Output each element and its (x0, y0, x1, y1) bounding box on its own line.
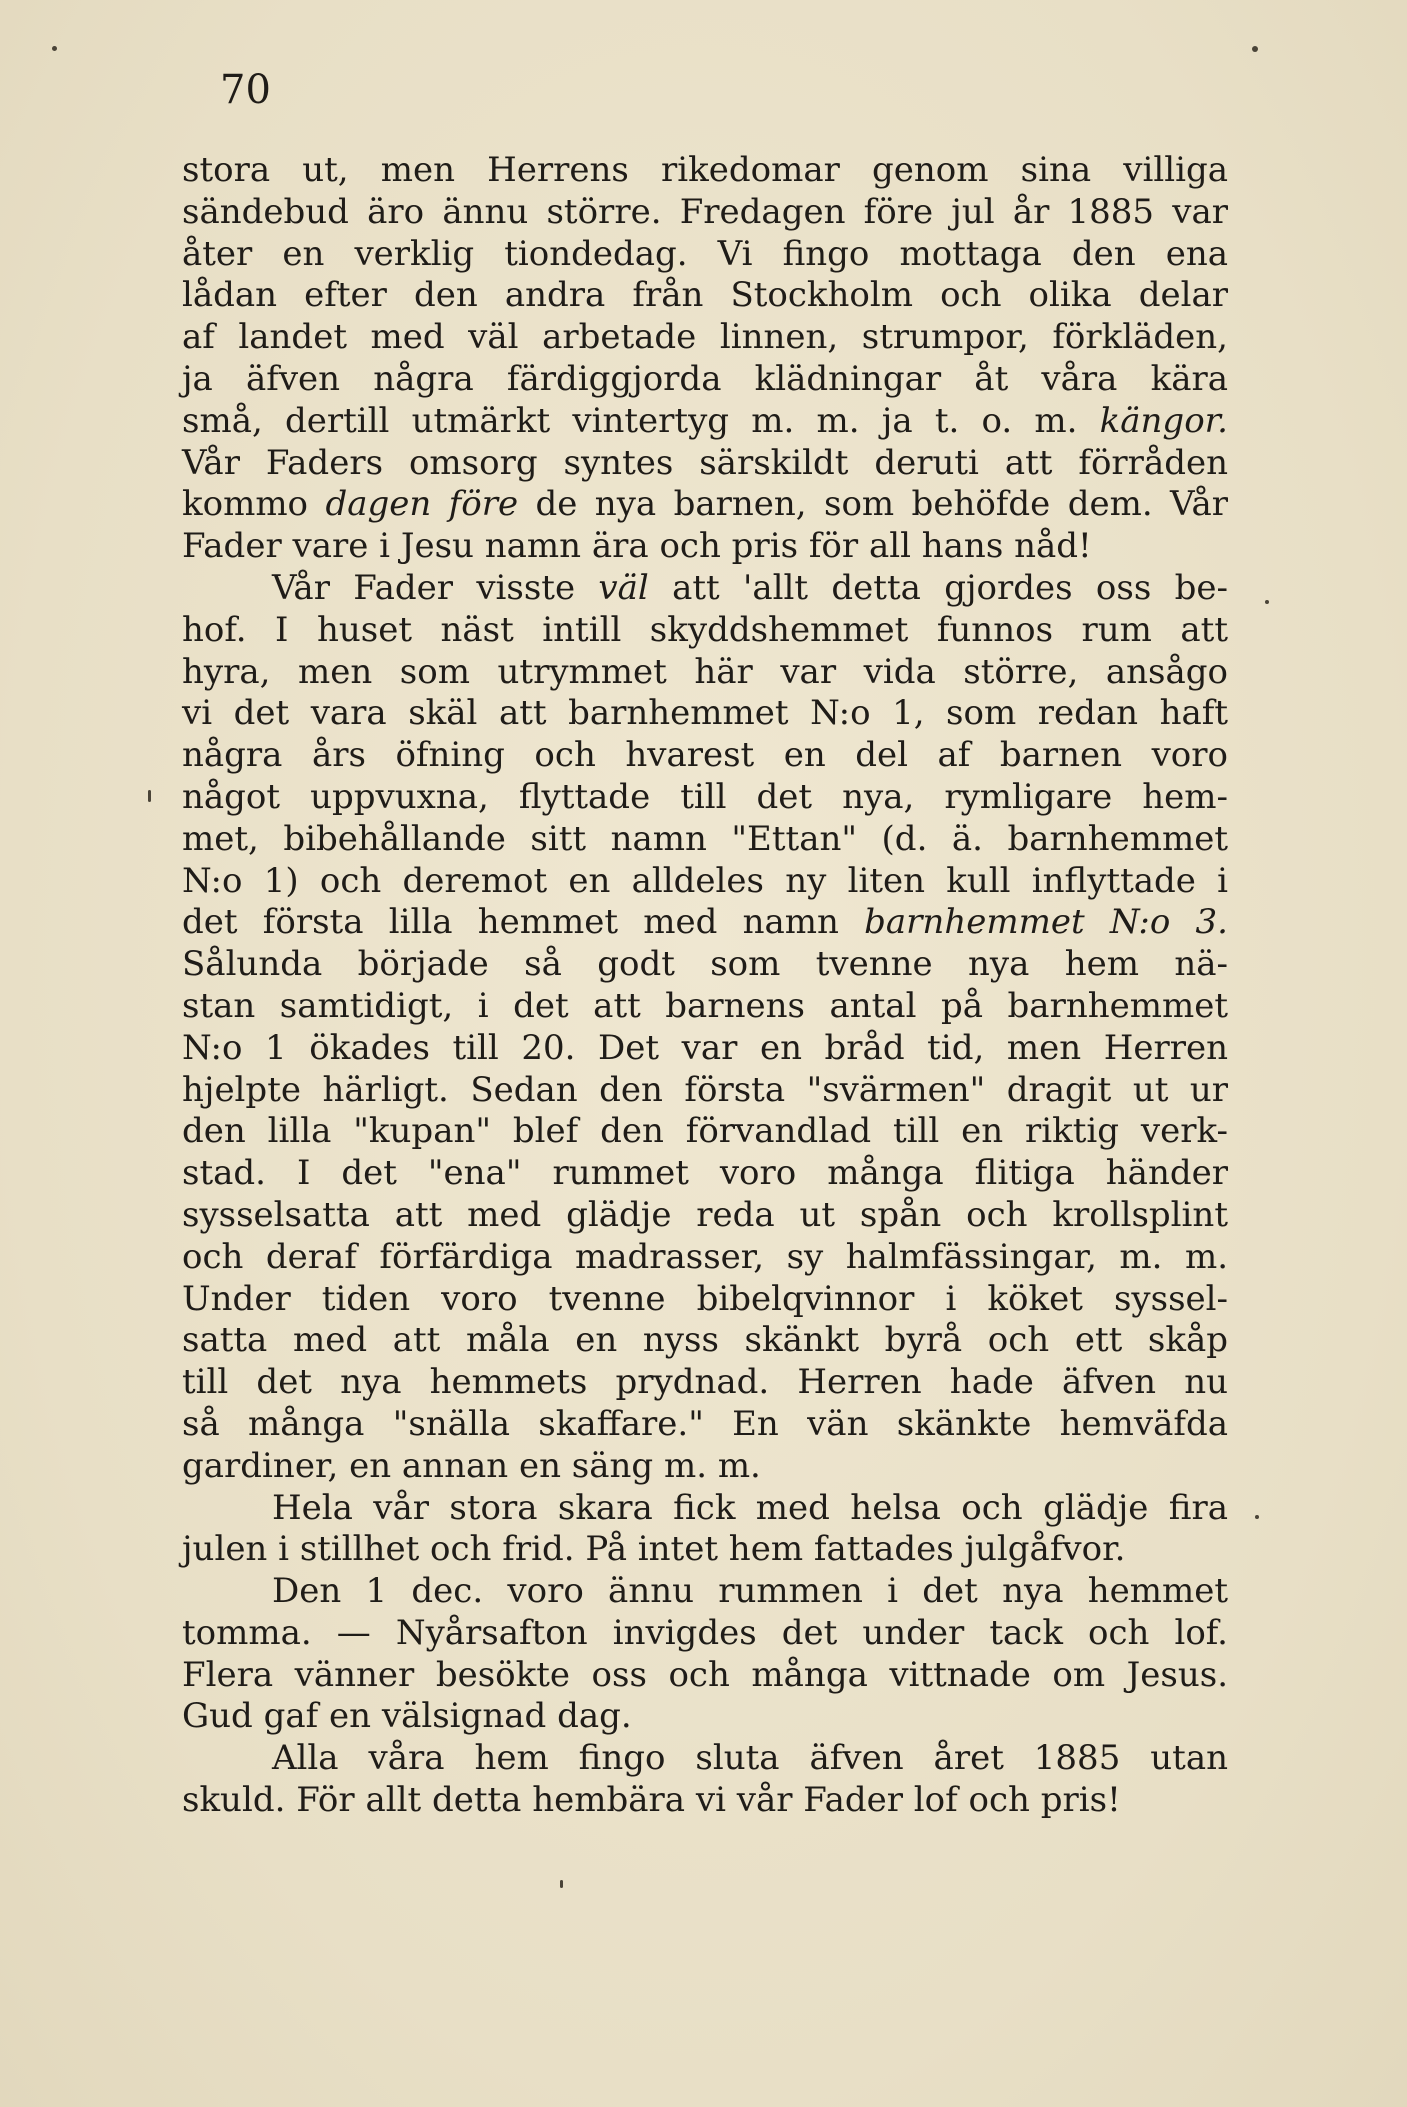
text-line (182, 1070, 1228, 1112)
paper-speck (52, 46, 57, 51)
text-run: gardiner, en annan en säng m. m. (182, 1445, 761, 1486)
italic-text: barnhemmet N:o 3. (864, 902, 1228, 943)
text-line (182, 150, 1228, 192)
text-run: Hela vår stora skara fick med helsa och glädje fira (272, 1487, 1228, 1528)
text-line (182, 568, 1228, 610)
text-run: vi det vara skäl att barnhemmet N:o 1, som redan haft (182, 693, 1228, 734)
text-line (182, 1404, 1228, 1446)
text-run: N:o 1 ökades till 20. Det var en bråd tid, men Herren (182, 1027, 1228, 1068)
text-line (182, 986, 1228, 1028)
paper-speck (560, 1880, 563, 1888)
text-run: Sålunda började så godt som tvenne nya hem nä- (182, 944, 1228, 985)
text-run: hof. I huset näst intill skyddshemmet funnos rum att (182, 609, 1228, 650)
text-line (182, 819, 1228, 861)
text-run: hyra, men som utrymmet här var vida större, ansågo (182, 651, 1228, 692)
text-run: och deraf förfärdiga madrasser, sy halmfässingar, m. m. (182, 1236, 1228, 1277)
text-line (182, 1738, 1228, 1780)
text-run: kommo (182, 484, 326, 525)
italic-text: kängor. (1099, 400, 1228, 441)
text-run: hjelpte härligt. Sedan den första "svärmen" dragit ut ur (182, 1069, 1228, 1110)
text-run: Flera vänner besökte oss och många vittnade om Jesus. (182, 1654, 1228, 1695)
text-run: ja äfven några färdiggjorda klädningar åt våra kära (182, 358, 1228, 399)
text-run: satta med att måla en nyss skänkt byrå och ett skåp (182, 1320, 1228, 1361)
text-line (182, 1279, 1228, 1321)
text-line (182, 735, 1228, 777)
text-line (182, 944, 1228, 986)
text-line (182, 693, 1228, 735)
paper-speck (1265, 600, 1269, 604)
text-run: stan samtidigt, i det att barnens antal på barnhemmet (182, 985, 1228, 1026)
text-run: sändebud äro ännu större. Fredagen före jul år 1885 var (182, 191, 1228, 232)
text-line (182, 1320, 1228, 1362)
text-run: den lilla "kupan" blef den förvandlad till en riktig verk- (182, 1111, 1228, 1152)
text-line (182, 1571, 1228, 1613)
text-line (182, 234, 1228, 276)
text-run: Alla våra hem fingo sluta äfven året 1885 utan (272, 1738, 1228, 1779)
text-line (182, 359, 1228, 401)
text-line (182, 317, 1228, 359)
text-line (182, 275, 1228, 317)
text-run: Vår Fader visste (272, 567, 599, 608)
text-run: att 'allt detta gjordes oss be- (648, 567, 1228, 608)
text-line (182, 1237, 1228, 1279)
text-run: åter en verklig tiondedag. Vi fingo mottaga den ena (182, 233, 1228, 274)
text-line (182, 652, 1228, 694)
text-line (182, 902, 1228, 944)
text-run: det första lilla hemmet med namn (182, 902, 865, 943)
text-line (182, 1488, 1228, 1530)
text-run: stora ut, men Herrens rikedomar genom sina villiga (182, 150, 1228, 190)
text-run: något uppvuxna, flyttade till det nya, rymligare hem- (182, 776, 1228, 817)
text-line (182, 1028, 1228, 1070)
text-line (182, 526, 1228, 568)
text-line (182, 1195, 1228, 1237)
italic-text: väl (598, 567, 649, 608)
text-line (182, 1153, 1228, 1195)
text-run: några års öfning och hvarest en del af barnen voro (182, 735, 1228, 776)
text-line (182, 1362, 1228, 1404)
text-line (182, 443, 1228, 485)
text-line (182, 1613, 1228, 1655)
text-run: Under tiden voro tvenne bibelqvinnor i köket syssel- (182, 1278, 1228, 1319)
body-text (182, 150, 1228, 1822)
text-run: till det nya hemmets prydnad. Herren hade äfven nu (182, 1362, 1228, 1403)
text-line (182, 1111, 1228, 1153)
italic-text: dagen före (325, 484, 519, 525)
text-run: skuld. För allt detta hembära vi vår Fader lof och pris! (182, 1780, 1121, 1821)
text-run: af landet med väl arbetade linnen, strumpor, förkläden, (182, 317, 1228, 358)
text-run: så många "snälla skaffare." En vän skänkte hemväfda (182, 1403, 1228, 1444)
text-line (182, 401, 1228, 443)
paper-speck (148, 790, 151, 802)
text-run: Gud gaf en välsignad dag. (182, 1696, 632, 1737)
text-line (182, 777, 1228, 819)
text-run: tomma. — Nyårsafton invigdes det under tack och lof. (182, 1612, 1228, 1653)
text-line (182, 1446, 1228, 1488)
paper-speck (1252, 46, 1258, 52)
paper-speck (1255, 1515, 1259, 1519)
text-run: små, dertill utmärkt vintertyg m. m. ja t. o. m. (182, 400, 1100, 441)
text-run: met, bibehållande sitt namn "Ettan" (d. ä. barnhemmet (182, 818, 1228, 859)
text-line (182, 861, 1228, 903)
text-line (182, 192, 1228, 234)
text-run: Fader vare i Jesu namn ära och pris för all hans nåd! (182, 526, 1092, 567)
text-line (182, 484, 1228, 526)
text-run: stad. I det "ena" rummet voro många flitiga händer (182, 1153, 1228, 1194)
text-line (182, 1655, 1228, 1697)
text-run: de nya barnen, som behöfde dem. Vår (518, 484, 1228, 525)
text-run: sysselsatta att med glädje reda ut spån och krollsplint (182, 1194, 1228, 1235)
text-run: Vår Faders omsorg syntes särskildt deruti att förråden (182, 442, 1228, 483)
text-run: N:o 1) och deremot en alldeles ny liten kull inflyttade i (182, 860, 1228, 901)
text-line (182, 1696, 1228, 1738)
text-line (182, 610, 1228, 652)
text-run: Den 1 dec. voro ännu rummen i det nya hemmet (272, 1571, 1228, 1612)
text-run: lådan efter den andra från Stockholm och olika delar (182, 275, 1228, 316)
text-run: julen i stillhet och frid. På intet hem fattades julgåfvor. (182, 1529, 1126, 1570)
text-line (182, 1780, 1228, 1822)
text-line (182, 1529, 1228, 1571)
page-number: 70 (220, 67, 271, 113)
